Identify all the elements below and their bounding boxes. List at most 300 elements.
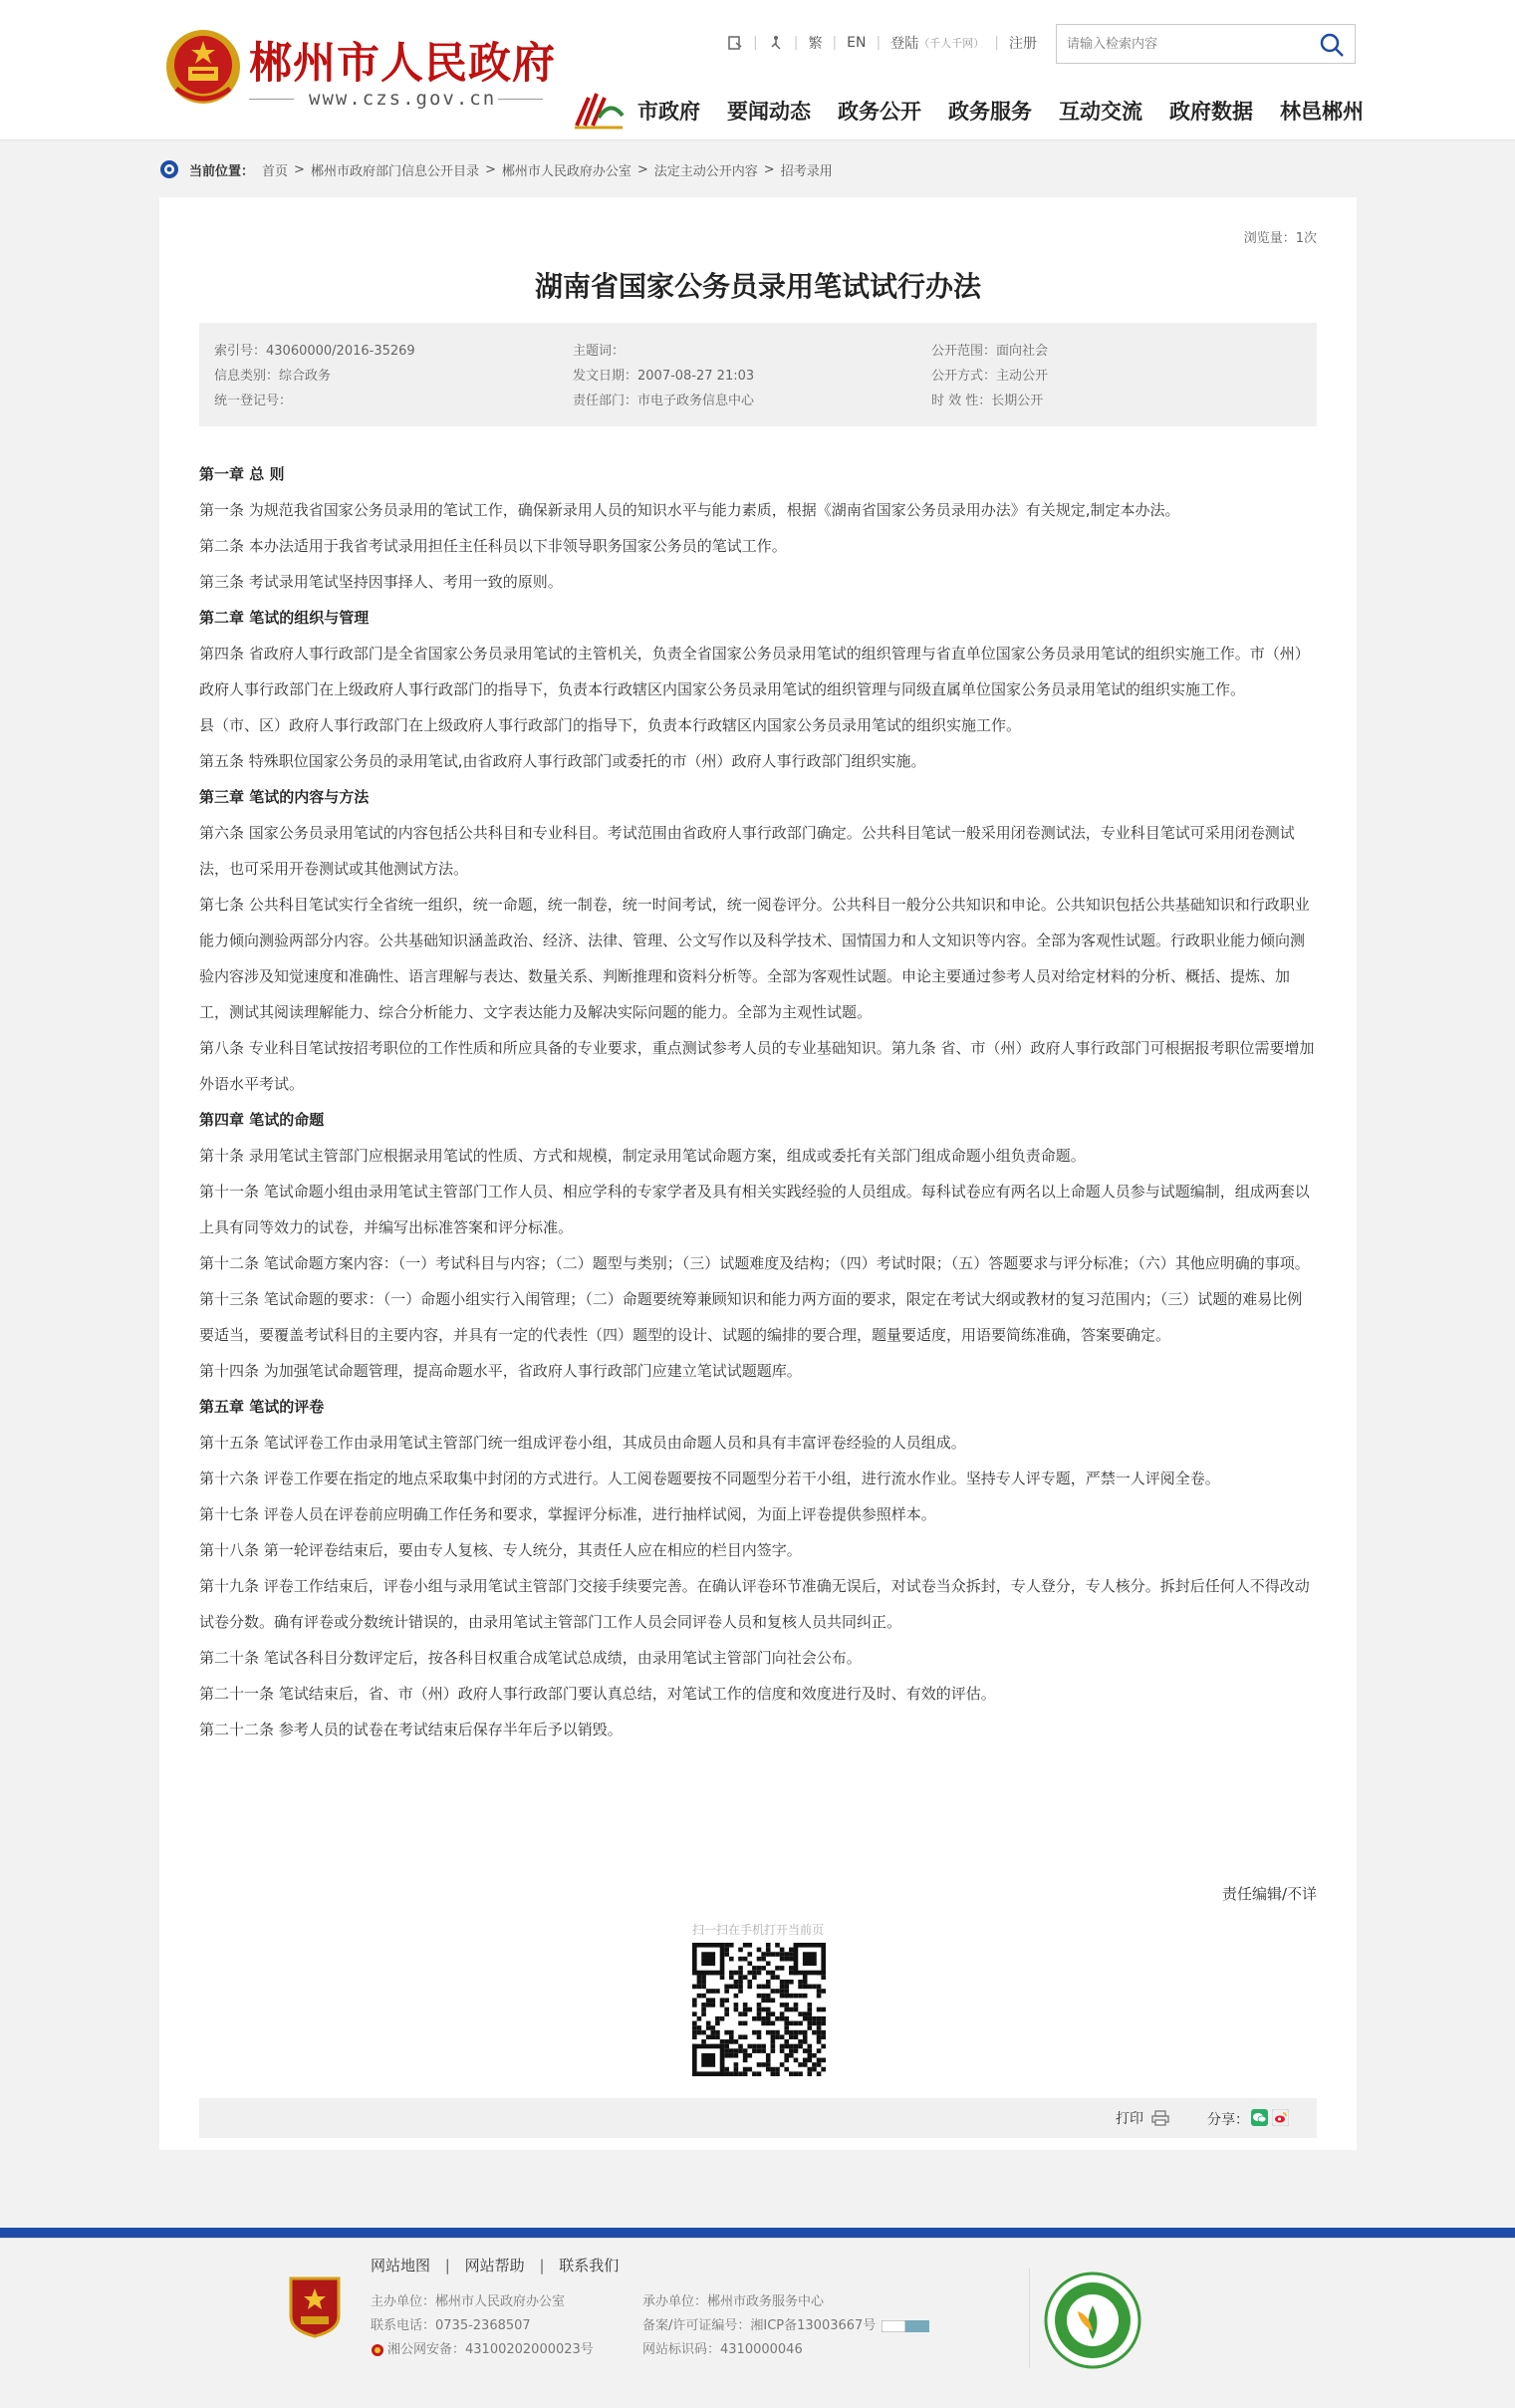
qr-module bbox=[761, 1966, 766, 1971]
qr-module bbox=[747, 1985, 752, 1990]
meta-column bbox=[573, 339, 754, 413]
breadcrumb-dept-catalog[interactable]: 郴州市政府部门信息公开目录 bbox=[310, 163, 479, 179]
qr-module bbox=[794, 2044, 799, 2049]
qr-module bbox=[752, 1966, 757, 1971]
qr-module bbox=[821, 2058, 826, 2063]
article-paragraph: 第二十一条 笔试结束后，省、市（州）政府人事行政部门要认真总结，对笔试工作的信度和效度进行及时、有效的评估。 bbox=[199, 1685, 996, 1703]
qr-module bbox=[752, 1971, 757, 1976]
divider: | bbox=[793, 35, 799, 51]
qr-module bbox=[817, 2016, 822, 2021]
qr-module bbox=[761, 1985, 766, 1990]
nav-item-city-government[interactable]: 市政府 bbox=[637, 100, 700, 124]
qr-module bbox=[710, 2003, 715, 2007]
qr-module bbox=[701, 2030, 706, 2035]
qr-module bbox=[821, 2007, 826, 2012]
qr-module bbox=[803, 2016, 808, 2021]
main-nav bbox=[637, 96, 1364, 126]
qr-module bbox=[794, 1994, 799, 1999]
qr-module bbox=[729, 2053, 734, 2058]
qr-module bbox=[724, 2039, 729, 2044]
qr-module bbox=[808, 2007, 813, 2012]
chapter-heading: 第一章 总 则 bbox=[199, 465, 285, 483]
qr-module bbox=[803, 2062, 808, 2067]
qr-module bbox=[724, 2011, 729, 2016]
qr-module bbox=[789, 1952, 794, 1957]
qr-module bbox=[757, 2003, 762, 2007]
qr-module bbox=[771, 1975, 776, 1980]
qr-module bbox=[738, 1966, 743, 1971]
qr-module bbox=[771, 2048, 776, 2053]
qr-module bbox=[766, 1985, 771, 1990]
qr-module bbox=[817, 1985, 822, 1990]
footer-link-help[interactable]: 网站帮助 bbox=[464, 2257, 525, 2274]
qr-module bbox=[701, 1952, 715, 1966]
login-label: 登陆 bbox=[890, 36, 919, 52]
footer-phone: 联系电话：0735-2368507 bbox=[371, 2318, 531, 2333]
qr-module bbox=[821, 1975, 826, 1980]
qr-module bbox=[766, 2016, 771, 2021]
qr-module bbox=[771, 1998, 776, 2003]
qr-module bbox=[697, 2016, 702, 2021]
qr-module bbox=[780, 1994, 785, 1999]
qr-module bbox=[771, 2071, 776, 2076]
qr-module bbox=[821, 2016, 826, 2021]
qr-module bbox=[798, 2021, 803, 2026]
login-link[interactable] bbox=[881, 33, 994, 53]
qr-module bbox=[747, 2007, 752, 2012]
qr-module bbox=[803, 2048, 808, 2053]
qr-module bbox=[784, 2044, 789, 2049]
traditional-chinese-link[interactable]: 繁 bbox=[808, 36, 823, 52]
meta-index-no: 索引号：43060000/2016-35269 bbox=[214, 344, 415, 359]
qr-module bbox=[729, 2030, 734, 2035]
nav-item-news[interactable]: 要闻动态 bbox=[727, 100, 811, 124]
share-label: 分享： bbox=[1207, 2112, 1249, 2128]
elderly-mode-icon[interactable] bbox=[758, 35, 794, 51]
qr-module bbox=[757, 2011, 762, 2016]
qr-module bbox=[789, 1971, 794, 1976]
qr-module bbox=[724, 2007, 729, 2012]
qr-module bbox=[752, 2071, 757, 2076]
article-paragraph: 第一条 为规范我省国家公务员录用的笔试工作，确保新录用人员的知识水平与能力素质，根据《湖南省国家公务员录用办法》有关规定,制定本办法。 bbox=[199, 501, 1180, 519]
qr-module bbox=[701, 1980, 706, 1985]
meta-column bbox=[214, 339, 415, 413]
qr-module bbox=[747, 2044, 752, 2049]
qr-module bbox=[701, 2039, 706, 2044]
footer-info-left bbox=[371, 2290, 594, 2362]
civilization-city-logo-icon[interactable] bbox=[1044, 2272, 1141, 2369]
meta-subject: 主题词： bbox=[573, 344, 626, 359]
cnzz-badge-icon[interactable] bbox=[882, 2320, 929, 2332]
qr-module bbox=[729, 1943, 734, 1948]
qr-module bbox=[780, 1966, 785, 1971]
qr-module bbox=[789, 1948, 794, 1953]
breadcrumb-separator: > bbox=[763, 161, 775, 177]
qr-module bbox=[706, 1998, 711, 2003]
location-pin-icon bbox=[159, 159, 179, 179]
qr-module bbox=[692, 2034, 697, 2039]
qr-module bbox=[697, 1985, 702, 1990]
qr-module bbox=[784, 2039, 789, 2044]
qr-module bbox=[817, 2030, 822, 2035]
qr-module bbox=[710, 2025, 715, 2030]
qr-module bbox=[757, 2062, 762, 2067]
qr-module bbox=[803, 1952, 817, 1966]
qr-module bbox=[734, 2039, 739, 2044]
qr-module bbox=[729, 2039, 734, 2044]
qr-module bbox=[743, 2067, 748, 2072]
qr-module bbox=[724, 1985, 729, 1990]
footer-site-code: 网站标识码：4310000046 bbox=[642, 2342, 803, 2357]
national-emblem-icon[interactable] bbox=[164, 27, 242, 107]
qr-module bbox=[794, 2058, 799, 2063]
qr-module bbox=[692, 2030, 697, 2035]
breadcrumb-recruitment[interactable]: 招考录用 bbox=[780, 163, 833, 179]
qr-module bbox=[734, 2048, 739, 2053]
qr-module bbox=[715, 2021, 720, 2026]
qr-module bbox=[780, 1957, 785, 1962]
qr-module bbox=[743, 2048, 748, 2053]
article-paragraph: 第四条 省政府人事行政部门是全省国家公务员录用笔试的主管机关，负责全省国家公务员录用笔试的组织管理与省直单位国家公务员录用笔试的组织实施工作。市（州）政府人事行政部门在上级政府人事行政部门的指导下，负责本行政辖区内国家公务员录用笔试的组织管理与同级直属单位国家公务员录用笔试的组织实施工作。 bbox=[199, 645, 1310, 698]
qr-module bbox=[794, 2007, 799, 2012]
chapter-heading: 第二章 笔试的组织与管理 bbox=[199, 609, 370, 627]
login-sub-label: （千人千网） bbox=[918, 37, 985, 50]
qr-module bbox=[771, 2021, 776, 2026]
qr-module bbox=[752, 1975, 757, 1980]
qr-module bbox=[738, 1980, 743, 1985]
qr-module bbox=[715, 2016, 720, 2021]
qr-module bbox=[766, 1980, 771, 1985]
footer-band bbox=[0, 2228, 1515, 2238]
qr-module bbox=[775, 2071, 780, 2076]
qr-module bbox=[724, 1989, 729, 1994]
article-paragraph: 第十七条 评卷人员在评卷前应明确工作任务和要求，掌握评分标准，进行抽样试阅，为面上评卷提供参照样本。 bbox=[199, 1505, 936, 1523]
qr-module bbox=[794, 2048, 799, 2053]
qr-module bbox=[701, 2007, 706, 2012]
qr-module bbox=[738, 1948, 743, 1953]
divider: | bbox=[994, 35, 999, 51]
article-paragraph: 第十一条 笔试命题小组由录用笔试主管部门工作人员、相应学科的专家学者及具有相关实践经验的人员组成。每科试卷应有两名以上命题人员参与试题编制，组成两套以上具有同等效力的试卷，并编写出标准答案和评分标准。 bbox=[199, 1183, 1310, 1236]
qr-module bbox=[808, 2071, 813, 2076]
qr-module bbox=[789, 2007, 794, 2012]
footer-police-text[interactable]: 湘公网安备：43100202000023号 bbox=[387, 2342, 594, 2357]
qr-module bbox=[775, 2030, 780, 2035]
qr-module bbox=[724, 1943, 729, 1948]
qr-module bbox=[766, 2011, 771, 2016]
register-link[interactable]: 注册 bbox=[1008, 36, 1037, 52]
qr-module bbox=[771, 1952, 776, 1957]
qr-module bbox=[743, 1943, 748, 1948]
qr-module bbox=[808, 1985, 813, 1990]
qr-module bbox=[771, 1971, 776, 1976]
qr-module bbox=[798, 1980, 803, 1985]
qr-module bbox=[798, 2044, 803, 2049]
qr-module bbox=[784, 2003, 789, 2007]
footer-police-record bbox=[371, 2338, 594, 2362]
qr-module bbox=[808, 2067, 813, 2072]
qr-module bbox=[821, 2044, 826, 2049]
qr-module bbox=[752, 2016, 757, 2021]
qr-module bbox=[817, 2058, 822, 2063]
qr-module bbox=[701, 2053, 715, 2067]
qr-module bbox=[812, 2062, 817, 2067]
city-logo-icon bbox=[571, 88, 627, 132]
qr-module bbox=[789, 2044, 794, 2049]
qr-module bbox=[821, 2067, 826, 2072]
qr-module bbox=[757, 1985, 762, 1990]
qr-module bbox=[724, 1952, 729, 1957]
qr-module bbox=[784, 2030, 789, 2035]
qr-module bbox=[761, 1957, 766, 1962]
share-icons bbox=[1251, 2109, 1293, 2126]
divider: | bbox=[753, 35, 758, 51]
footer-link-contact[interactable]: 联系我们 bbox=[559, 2257, 620, 2274]
qr-module bbox=[766, 1994, 771, 1999]
qr-module bbox=[771, 2067, 776, 2072]
qr-module bbox=[738, 2011, 743, 2016]
qr-module bbox=[710, 2034, 715, 2039]
qr-module bbox=[706, 1989, 711, 1994]
qr-module bbox=[812, 2067, 817, 2072]
article-paragraph: 第八条 专业科目笔试按招考职位的工作性质和所应具备的专业要求，重点测试参考人员的专业基础知识。第九条 省、市（州）政府人事行政部门可根据报考职位需要增加外语水平考试。 bbox=[199, 1039, 1315, 1093]
qr-module bbox=[821, 1989, 826, 1994]
qr-module bbox=[784, 2007, 789, 2012]
weibo-icon[interactable] bbox=[1272, 2109, 1289, 2126]
article-paragraph: 县（市、区）政府人事行政部门在上级政府人事行政部门的指导下，负责本行政辖区内国家公务员录用笔试的组织实施工作。 bbox=[199, 716, 1022, 734]
qr-module bbox=[780, 2034, 785, 2039]
qr-module bbox=[701, 1994, 706, 1999]
qr-module bbox=[747, 2067, 752, 2072]
qr-module bbox=[761, 2062, 766, 2067]
qr-module bbox=[724, 1998, 729, 2003]
qr-module bbox=[784, 1985, 789, 1990]
nav-item-gov-data[interactable]: 政府数据 bbox=[1169, 100, 1253, 124]
qr-module bbox=[766, 2021, 771, 2026]
breadcrumb-home[interactable]: 首页 bbox=[262, 163, 289, 179]
qr-module bbox=[747, 1952, 752, 1957]
breadcrumb-label: 当前位置： bbox=[189, 163, 255, 179]
qr-module bbox=[798, 2062, 803, 2067]
qr-module bbox=[784, 2053, 789, 2058]
qr-module bbox=[780, 2062, 785, 2067]
qr-module bbox=[780, 1985, 785, 1990]
qr-module bbox=[817, 2062, 822, 2067]
qr-module bbox=[706, 2025, 711, 2030]
wechat-icon[interactable] bbox=[1251, 2109, 1268, 2126]
qr-module bbox=[701, 1975, 706, 1980]
qr-module bbox=[743, 1957, 748, 1962]
qr-module bbox=[808, 2003, 813, 2007]
qr-module bbox=[697, 1975, 702, 1980]
qr-module bbox=[794, 2030, 799, 2035]
qr-module bbox=[692, 1985, 697, 1990]
qr-module bbox=[803, 2030, 808, 2035]
article-title: 湖南省国家公务员录用笔试试行办法 bbox=[534, 270, 981, 303]
english-link[interactable]: EN bbox=[847, 35, 867, 51]
qr-module bbox=[734, 1985, 739, 1990]
meta-validity: 时 效 性：长期公开 bbox=[931, 394, 1044, 408]
qr-module bbox=[724, 1948, 729, 1953]
divider: | bbox=[832, 35, 838, 51]
breadcrumb-statutory-public[interactable]: 法定主动公开内容 bbox=[653, 163, 758, 179]
qr-module bbox=[798, 2030, 803, 2035]
share-bar bbox=[199, 2098, 1317, 2138]
nav-item-gov-services[interactable]: 政务服务 bbox=[948, 100, 1032, 124]
qr-module bbox=[738, 1971, 743, 1976]
qr-module bbox=[808, 2053, 813, 2058]
qr-module bbox=[821, 2030, 826, 2035]
print-icon bbox=[1151, 2110, 1169, 2126]
site-footer bbox=[0, 2238, 1515, 2408]
qr-module bbox=[821, 2034, 826, 2039]
chapter-heading: 第三章 笔试的内容与方法 bbox=[199, 788, 370, 806]
qr-module bbox=[775, 1952, 780, 1957]
article-body bbox=[199, 456, 1317, 1747]
divider bbox=[1029, 2269, 1030, 2368]
qr-module bbox=[761, 2021, 766, 2026]
qr-module bbox=[724, 2048, 729, 2053]
meta-method: 公开方式：主动公开 bbox=[931, 369, 1049, 384]
qr-module bbox=[808, 2048, 813, 2053]
qr-module bbox=[720, 2003, 725, 2007]
qr-module bbox=[794, 2021, 799, 2026]
footer-icp-text[interactable]: 备案/许可证编号：湘ICP备13003667号 bbox=[642, 2318, 877, 2333]
qr-module bbox=[738, 2021, 743, 2026]
qr-module bbox=[692, 1998, 697, 2003]
qr-module bbox=[766, 2007, 771, 2012]
qr-module bbox=[752, 2048, 757, 2053]
qr-module bbox=[794, 2034, 799, 2039]
qr-module bbox=[808, 2044, 813, 2049]
qr-module bbox=[808, 2016, 813, 2021]
qr-module bbox=[757, 2007, 762, 2012]
breadcrumb-gov-office[interactable]: 郴州市人民政府办公室 bbox=[501, 163, 631, 179]
accessibility-icon[interactable] bbox=[717, 35, 753, 51]
search-box bbox=[1056, 24, 1356, 64]
meta-dept: 责任部门：市电子政务信息中心 bbox=[573, 394, 755, 408]
qr-module bbox=[729, 1975, 734, 1980]
divider: | bbox=[444, 2257, 450, 2274]
qr-module bbox=[817, 2007, 822, 2012]
qr-module bbox=[729, 1971, 734, 1976]
qr-module bbox=[757, 2034, 762, 2039]
qr-module bbox=[757, 2071, 762, 2076]
qr-module bbox=[775, 1966, 780, 1971]
qr-module bbox=[697, 1980, 702, 1985]
article-paragraph: 第十九条 评卷工作结束后，评卷小组与录用笔试主管部门交接手续要完善。在确认评卷环节准确无误后，对试卷当众拆封，专人登分，专人核分。拆封后任何人不得改动试卷分数。确有评卷或分数统计错误的，由录用笔试主管部门工作人员会同评卷人员和复核人员共同纠正。 bbox=[199, 1577, 1310, 1631]
qr-module bbox=[784, 1994, 789, 1999]
qr-module bbox=[720, 1975, 725, 1980]
qr-module bbox=[747, 1980, 752, 1985]
qr-module bbox=[729, 2048, 734, 2053]
qr-module bbox=[775, 1975, 780, 1980]
nav-item-gov-affairs-public[interactable]: 政务公开 bbox=[838, 100, 921, 124]
qr-module bbox=[738, 1989, 743, 1994]
qr-module bbox=[743, 2053, 748, 2058]
qr-module bbox=[789, 1980, 794, 1985]
qr-module bbox=[734, 1994, 739, 1999]
qr-module bbox=[812, 2053, 817, 2058]
party-gov-badge-icon[interactable] bbox=[289, 2276, 341, 2338]
qr-module bbox=[803, 2058, 808, 2063]
qr-module bbox=[743, 2021, 748, 2026]
article-paragraph: 第五条 特殊职位国家公务员的录用笔试,由省政府人事行政部门或委托的市（州）政府人事行政部门组织实施。 bbox=[199, 752, 926, 770]
qr-module bbox=[780, 2044, 785, 2049]
print-button[interactable] bbox=[1116, 2108, 1169, 2128]
qr-module bbox=[780, 2003, 785, 2007]
qr-module bbox=[803, 1975, 808, 1980]
qr-module bbox=[743, 2058, 748, 2063]
site-url-row bbox=[249, 86, 544, 112]
site-title[interactable]: 郴州市人民政府 bbox=[249, 39, 556, 89]
qr-module bbox=[789, 2048, 794, 2053]
qr-module bbox=[706, 2003, 711, 2007]
nav-item-linyi-chenzhou[interactable]: 林邑郴州 bbox=[1280, 100, 1364, 124]
qr-module bbox=[803, 1985, 808, 1990]
qr-module bbox=[715, 2034, 720, 2039]
qr-module bbox=[697, 2030, 702, 2035]
qr-module bbox=[817, 2048, 822, 2053]
qr-module bbox=[780, 2048, 785, 2053]
qr-caption: 扫一扫在手机打开当前页 bbox=[691, 1923, 824, 1937]
qr-module bbox=[817, 2034, 822, 2039]
qr-module bbox=[798, 2039, 803, 2044]
qr-module bbox=[729, 1985, 734, 1990]
qr-module bbox=[752, 2030, 757, 2035]
qr-module bbox=[729, 2071, 734, 2076]
qr-module bbox=[784, 1989, 789, 1994]
search-icon[interactable] bbox=[1319, 32, 1345, 58]
qr-module bbox=[766, 1971, 771, 1976]
qr-module bbox=[724, 2053, 729, 2058]
qr-module bbox=[734, 2053, 739, 2058]
qr-module bbox=[710, 1989, 715, 1994]
qr-module bbox=[812, 2016, 817, 2021]
divider bbox=[498, 99, 543, 100]
qr-module bbox=[743, 2003, 748, 2007]
qr-module bbox=[766, 2030, 771, 2035]
qr-module bbox=[794, 2003, 799, 2007]
footer-organizer: 承办单位：郴州市政务服务中心 bbox=[642, 2294, 825, 2309]
qr-module bbox=[747, 2053, 752, 2058]
qr-module bbox=[743, 1975, 748, 1980]
search-input[interactable] bbox=[1067, 25, 1306, 63]
nav-item-interaction[interactable]: 互动交流 bbox=[1059, 100, 1142, 124]
qr-module bbox=[761, 2007, 766, 2012]
qr-module bbox=[743, 2007, 748, 2012]
article-container bbox=[159, 197, 1357, 2150]
qr-module bbox=[734, 2071, 739, 2076]
qr-module bbox=[710, 2030, 715, 2035]
qr-module bbox=[780, 1989, 785, 1994]
qr-module bbox=[738, 1975, 743, 1980]
breadcrumb-separator: > bbox=[636, 161, 648, 177]
article-paragraph: 第十三条 笔试命题的要求：（一）命题小组实行入闱管理；（二）命题要统筹兼顾知识和能力两方面的要求，限定在考试大纲或教材的复习范围内；（三）试题的难易比例要适当，要覆盖考试科目的主要内容，并具有一定的代表性（四）题型的设计、试题的编排的要合理，题量要适度，用语要简练准确，答案要确定。 bbox=[199, 1290, 1303, 1344]
meta-scope: 公开范围：面向社会 bbox=[931, 344, 1049, 359]
qr-module bbox=[738, 2044, 743, 2049]
article-meta-table bbox=[199, 323, 1317, 426]
qr-module bbox=[766, 2053, 771, 2058]
qr-module bbox=[743, 2034, 748, 2039]
footer-links bbox=[371, 2255, 619, 2275]
qr-module bbox=[738, 2071, 743, 2076]
qr-module bbox=[817, 2071, 822, 2076]
qr-module bbox=[784, 2021, 789, 2026]
qr-module bbox=[757, 1971, 762, 1976]
qr-module bbox=[724, 2044, 729, 2049]
qr-code bbox=[692, 1943, 826, 2076]
footer-link-sitemap[interactable]: 网站地图 bbox=[371, 2257, 431, 2274]
